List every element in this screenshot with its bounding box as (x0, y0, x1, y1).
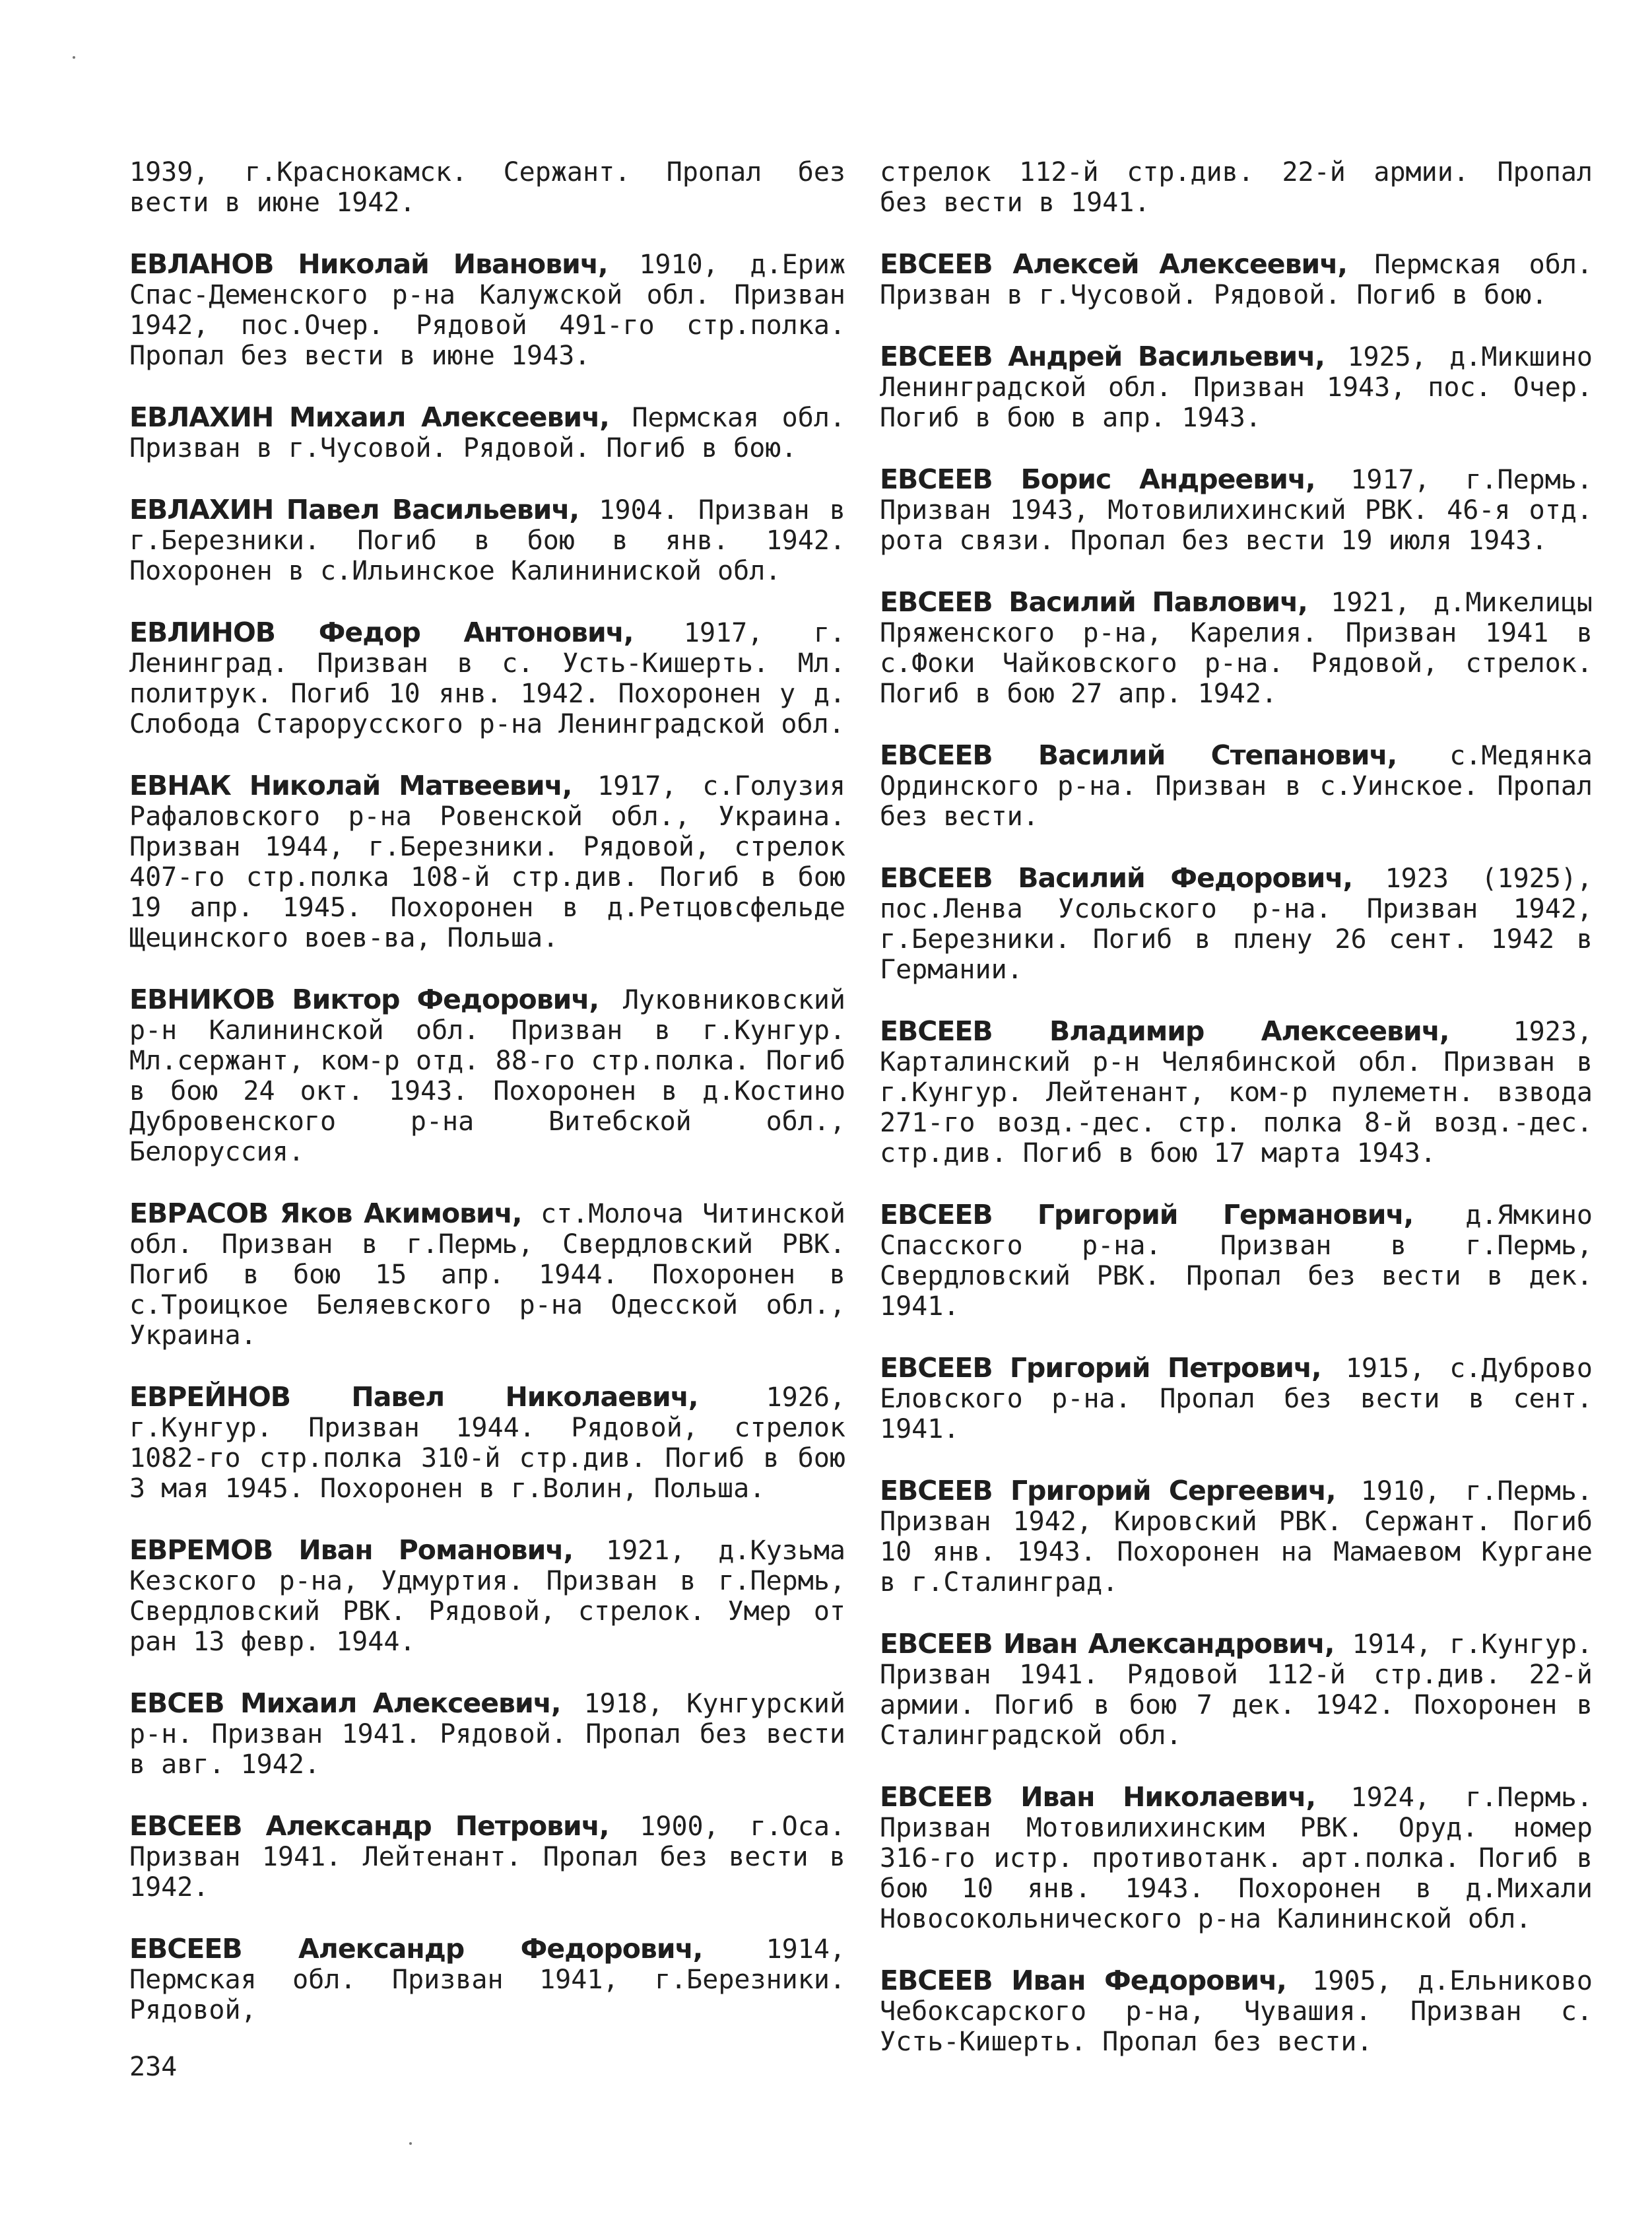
scan-speck (409, 2142, 412, 2145)
entry-name: ЕВЛАХИН Михаил Алексеевич, (129, 401, 609, 433)
entry (880, 341, 1593, 433)
entry-text: Пермская обл. Призван в г.Чусовой. Рядовой. Погиб в бою. (129, 403, 845, 463)
entry (129, 617, 845, 739)
entry (880, 1629, 1593, 1751)
entry (880, 1782, 1593, 1934)
entry-name: ЕВСЕЕВ Александр Федорович, (129, 1933, 703, 1965)
entry (880, 1199, 1593, 1322)
entry-name: ЕВСЕЕВ Григорий Германович, (880, 1199, 1414, 1231)
entry-text: 1924, г.Пермь. Призван Мотовилихинским РВК. Оруд. номер 316-го истр. противотанк. арт.полка. Погиб в бою 10 янв. 1943. Похоронен в д.Михали Новосокольнического р-на Калининской обл. (880, 1782, 1593, 1934)
entry-continuation (880, 156, 1593, 218)
entry-name: ЕВНАК Николай Матвеевич, (129, 770, 572, 801)
entry-name: ЕВСЕЕВ Григорий Петрович, (880, 1352, 1321, 1384)
entry-name: ЕВСЕЕВ Иван Федорович, (880, 1965, 1286, 1996)
entry-name: ЕВСЕЕВ Александр Петрович, (129, 1810, 609, 1842)
entry-text: Пермская обл. Призван в г.Чусовой. Рядовой. Погиб в бою. (880, 250, 1593, 310)
scan-speck (73, 56, 75, 59)
entry (880, 1965, 1593, 2057)
entry (129, 1198, 845, 1351)
entry-text: 1925, д.Микшино Ленинградской обл. Призван 1943, пос. Очер. Погиб в бою в апр. 1943. (880, 342, 1593, 433)
entry-text: 1917, с.Голузия Рафаловского р-на Ровенской обл., Украина. Призван 1944, г.Березники. Рядовой, стрелок 407-го стр.полка 108-й стр.див. Погиб в бою 19 апр. 1945. Похоронен в д.Ретцовсфельде Щецинского воев-ва, Польша. (129, 771, 846, 953)
entry-text: 1914, г.Кунгур. Призван 1941. Рядовой 112-й стр.див. 22-й армии. Погиб в бою 7 дек. 1942. Похоронен в Сталинградской обл. (880, 1629, 1593, 1751)
entry (129, 402, 845, 463)
entry-continuation (129, 156, 845, 218)
entry (880, 740, 1593, 832)
entry-name: ЕВСЕЕВ Иван Александрович, (880, 1628, 1335, 1660)
entry-text: 1914, Пермская обл. Призван 1941, г.Березники. Рядовой, (129, 1934, 845, 2025)
entry-text: ст.Молоча Читинской обл. Призван в г.Пермь, Свердловский РВК. Погиб в бою 15 апр. 1944. Похоронен в с.Троицкое Беляевского р-на Одесской обл., Украина. (129, 1199, 846, 1351)
entry-name: ЕВРЕЙНОВ Павел Николаевич, (129, 1381, 698, 1413)
entry-name: ЕВСЕЕВ Василий Федорович, (880, 862, 1353, 894)
entry (880, 464, 1593, 556)
entry (129, 494, 845, 586)
entry (129, 249, 845, 371)
entry-text: 1910, г.Пермь. Призван 1942, Кировский РВК. Сержант. Погиб 10 янв. 1943. Похоронен на Мамаевом Кургане в г.Сталинград. (880, 1476, 1593, 1598)
right-column (880, 156, 1593, 2088)
entry-text: 1939, г.Краснокамск. Сержант. Пропал без вести в июне 1942. (129, 157, 845, 218)
entry-text: 1918, Кунгурский р-н. Призван 1941. Рядовой. Пропал без вести в авг. 1942. (129, 1689, 845, 1780)
entry-text: 1910, д.Ериж Спас-Деменского р-на Калужской обл. Призван 1942, пос.Очер. Рядовой 491-го стр.полка. Пропал без вести в июне 1943. (129, 250, 845, 371)
entry-text: 1921, д.Кузьма Кезского р-на, Удмуртия. Призван в г.Пермь, Свердловский РВК. Рядовой, стрелок. Умер от ран 13 февр. 1944. (129, 1536, 846, 1657)
entry (129, 1535, 845, 1657)
entry (129, 1811, 845, 1903)
entry-text: 1905, д.Ельниково Чебоксарского р-на, Чувашия. Призван с. Усть-Кишерть. Пропал без вести. (880, 1966, 1593, 2057)
entry (880, 1353, 1593, 1444)
entry-name: ЕВСЕЕВ Григорий Сергеевич, (880, 1475, 1336, 1506)
entry (880, 863, 1593, 985)
entry-text: с.Медянка Ординского р-на. Призван в с.Уинское. Пропал без вести. (880, 741, 1593, 832)
entry-name: ЕВЛАНОВ Николай Иванович, (129, 248, 608, 280)
entry-text: Луковниковский р-н Калининской обл. Призван в г.Кунгур. Мл.сержант, ком-р отд. 88-го стр.полка. Погиб в бою 24 окт. 1943. Похоронен в д.Костино Дубровенского р-на Витебской обл., Белоруссия. (129, 985, 845, 1167)
entry-text: 1923, Карталинский р-н Челябинской обл. Призван в г.Кунгур. Лейтенант, ком-р пулеметн. взвода 271-го возд.-дес. стр. полка 8-й возд.-дес. стр.див. Погиб в бою 17 марта 1943. (880, 1017, 1593, 1168)
entry-text: 1926, г.Кунгур. Призван 1944. Рядовой, стрелок 1082-го стр.полка 310-й стр.див. Погиб в бою 3 мая 1945. Похоронен в г.Волин, Польша. (129, 1382, 845, 1504)
entry-name: ЕВСЕЕВ Алексей Алексеевич, (880, 248, 1347, 280)
entry-text: 1917, г.Пермь. Призван 1943, Мотовилихинский РВК. 46-я отд. рота связи. Пропал без вести 19 июля 1943. (880, 465, 1593, 556)
entry-name: ЕВСЕЕВ Борис Андреевич, (880, 463, 1315, 495)
entry (129, 770, 845, 953)
entry-name: ЕВЛИНОВ Федор Антонович, (129, 617, 634, 648)
entry (129, 1934, 845, 2025)
entry-name: ЕВСЕЕВ Василий Павлович, (880, 586, 1307, 618)
entry-text: д.Ямкино Спасского р-на. Призван в г.Пермь, Свердловский РВК. Пропал без вести в дек. 1941. (880, 1200, 1593, 1322)
entry-name: ЕВРАСОВ Яков Акимович, (129, 1198, 522, 1229)
entry-text: 1915, с.Дуброво Еловского р-на. Пропал без вести в сент. 1941. (880, 1353, 1593, 1444)
left-column (129, 156, 845, 2056)
entry-name: ЕВСЕВ Михаил Алексеевич, (129, 1687, 561, 1719)
entry (129, 1382, 845, 1504)
entry-text: 1921, д.Микелицы Пряженского р-на, Карелия. Призван 1941 в с.Фоки Чайковского р-на. Рядовой, стрелок. Погиб в бою 27 апр. 1942. (880, 588, 1593, 709)
entry-name: ЕВСЕЕВ Иван Николаевич, (880, 1781, 1316, 1813)
entry-name: ЕВСЕЕВ Владимир Алексеевич, (880, 1015, 1449, 1047)
page-number: 234 (129, 2052, 178, 2082)
entry (129, 984, 845, 1167)
entry-name: ЕВСЕЕВ Василий Степанович, (880, 739, 1397, 771)
entry-text: стрелок 112-й стр.див. 22-й армии. Пропал без вести в 1941. (880, 157, 1593, 218)
entry (880, 249, 1593, 310)
entry-name: ЕВНИКОВ Виктор Федорович, (129, 984, 599, 1015)
entry (880, 1016, 1593, 1168)
entry-text: 1900, г.Оса. Призван 1941. Лейтенант. Пропал без вести в 1942. (129, 1811, 845, 1903)
entry-text: 1923 (1925), пос.Ленва Усольского р-на. Призван 1942, г.Березники. Погиб в плену 26 сент. 1942 в Германии. (880, 863, 1593, 985)
entry-name: ЕВСЕЕВ Андрей Васильевич, (880, 341, 1325, 372)
entry-name: ЕВЛАХИН Павел Васильевич, (129, 494, 579, 525)
entry-text: 1904. Призван в г.Березники. Погиб в бою в янв. 1942. Похоронен в с.Ильинское Калининиской обл. (129, 495, 845, 586)
entry (880, 1475, 1593, 1598)
entry (129, 1688, 845, 1780)
entry-name: ЕВРЕМОВ Иван Романович, (129, 1534, 574, 1566)
entry (880, 587, 1593, 709)
entry-text: 1917, г. Ленинград. Призван в с. Усть-Кишерть. Мл. политрук. Погиб 10 янв. 1942. Похоронен у д. Слобода Старорусского р-на Ленинградской обл. (129, 618, 845, 739)
